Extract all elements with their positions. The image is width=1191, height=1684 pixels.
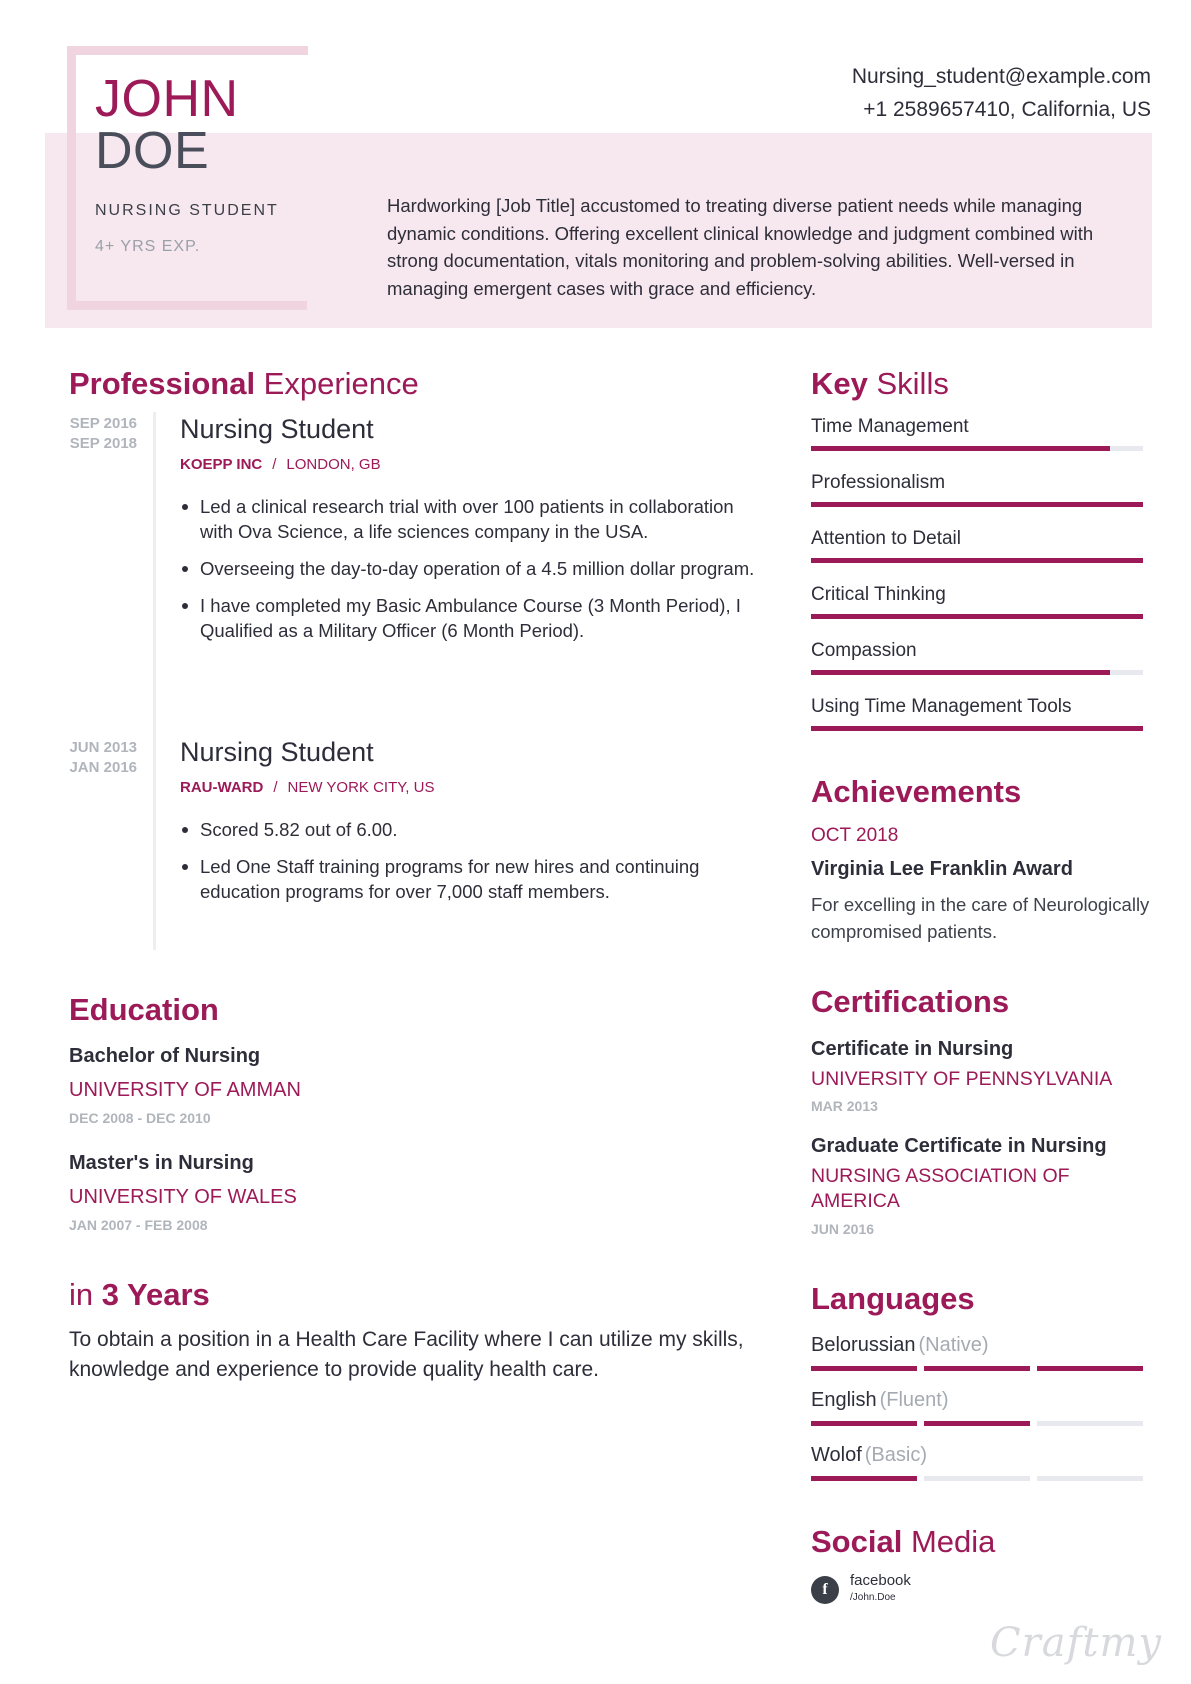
skill-bar [811, 502, 1143, 507]
education-title: Education [69, 992, 219, 1027]
achievement-date: OCT 2018 [811, 825, 899, 846]
summary: Hardworking [Job Title] accustomed to treating diverse patient needs while managing dynamic conditions. Offering excellent clinical knowledge and judgment combined with strong documentation, vitals monitoring and problem-solving abilities. Well-versed in managing emergent cases with grace and efficiency. [387, 195, 1094, 299]
job-company: RAU-WARD / NEW YORK CITY, US [180, 779, 435, 796]
list-item: Led One Staff training programs for new hires and continuing education programs for over 7,000 staff members. [200, 854, 770, 904]
list-item: Led a clinical research trial with over 100 patients in collaboration with Ova Science, a life sciences company in the USA. [200, 494, 770, 544]
education-school: UNIVERSITY OF AMMAN [69, 1079, 301, 1101]
skill-fill [811, 614, 1143, 619]
education-degree: Master's in Nursing [69, 1152, 254, 1174]
facebook-icon[interactable]: f [811, 1576, 839, 1604]
certifications-title: Certifications [811, 984, 1010, 1019]
job-dates: JUN 2013 JAN 2016 [69, 739, 137, 776]
skill-name: Compassion [811, 640, 917, 661]
job-title: NURSING STUDENT [95, 202, 279, 219]
achievement-description: For excelling in the care of Neurologically compromised patients. [811, 894, 1150, 942]
header-frame-top [67, 46, 308, 55]
list-item: Scored 5.82 out of 6.00. [200, 817, 770, 842]
language-name: Belorussian (Native) [811, 1334, 989, 1356]
job-bullets [180, 817, 770, 916]
skill-fill [811, 726, 1143, 731]
skill-name: Using Time Management Tools [811, 696, 1072, 717]
list-item: Overseeing the day-to-day operation of a 4.5 million dollar program. [200, 556, 770, 581]
email[interactable]: Nursing_student@example.com [851, 65, 1151, 88]
watermark-logo: Craftmy [990, 1620, 1162, 1666]
education-degree: Bachelor of Nursing [69, 1045, 261, 1067]
years-experience: 4+ YRS EXP. [95, 238, 201, 255]
skill-bar [811, 726, 1143, 731]
achievements-title: Achievements [811, 774, 1022, 809]
job-dates: SEP 2016 SEP 2018 [69, 415, 137, 452]
skill-fill [811, 670, 1110, 675]
language-segment [1037, 1476, 1143, 1481]
social-network[interactable]: facebook [850, 1572, 911, 1589]
first-name: JOHN [95, 70, 239, 128]
certification-date: JUN 2016 [811, 1221, 875, 1237]
skill-bar [811, 558, 1143, 563]
languages-title: Languages [811, 1281, 975, 1316]
contact-block [852, 60, 1151, 126]
certification-name: Graduate Certificate in Nursing [811, 1135, 1107, 1157]
social-title: Social Media [811, 1524, 996, 1559]
skills-title: Key Skills [811, 366, 949, 401]
job-company: KOEPP INC / LONDON, GB [180, 456, 381, 473]
job-role: Nursing Student [180, 414, 374, 444]
job-bullets [180, 494, 770, 655]
certification-name: Certificate in Nursing [811, 1038, 1014, 1060]
education-school: UNIVERSITY OF WALES [69, 1186, 297, 1208]
achievement-title: Virginia Lee Franklin Award [811, 858, 1073, 880]
skill-name: Professionalism [811, 472, 946, 493]
last-name: DOE [95, 122, 210, 180]
skill-fill [811, 558, 1143, 563]
language-segment [924, 1476, 1030, 1481]
timeline-line [153, 412, 156, 950]
certification-org: UNIVERSITY OF PENNSYLVANIA [811, 1068, 1113, 1090]
certification-org: NURSING ASSOCIATION OF AMERICA [811, 1165, 1070, 1212]
education-dates: DEC 2008 - DEC 2010 [69, 1110, 211, 1126]
objective-title: in 3 Years [69, 1277, 210, 1312]
language-segment [924, 1366, 1030, 1371]
skill-name: Critical Thinking [811, 584, 946, 605]
skill-name: Attention to Detail [811, 528, 961, 549]
education-dates: JAN 2007 - FEB 2008 [69, 1217, 208, 1233]
phone-location: +1 2589657410, California, US [863, 98, 1151, 121]
skill-bar [811, 614, 1143, 619]
language-segment [811, 1421, 917, 1426]
job-role: Nursing Student [180, 737, 374, 767]
experience-title: Professional Experience [69, 366, 419, 401]
language-segment [811, 1476, 917, 1481]
language-segment [1037, 1366, 1143, 1371]
list-item: I have completed my Basic Ambulance Course (3 Month Period), I Qualified as a Military Officer (6 Month Period). [200, 593, 770, 643]
skill-bar [811, 670, 1143, 675]
social-handle[interactable]: /John.Doe [850, 1592, 896, 1603]
skill-bar [811, 446, 1143, 451]
language-segment [924, 1421, 1030, 1426]
skill-name: Time Management [811, 416, 969, 437]
skill-fill [811, 502, 1143, 507]
language-segment [811, 1366, 917, 1371]
skill-fill [811, 446, 1110, 451]
language-name: Wolof (Basic) [811, 1444, 927, 1466]
language-segment [1037, 1421, 1143, 1426]
certification-date: MAR 2013 [811, 1098, 878, 1114]
objective-text: To obtain a position in a Health Care Facility where I can utilize my skills, knowledge and experience to provide quality health care. [69, 1328, 744, 1381]
language-name: English (Fluent) [811, 1389, 949, 1411]
